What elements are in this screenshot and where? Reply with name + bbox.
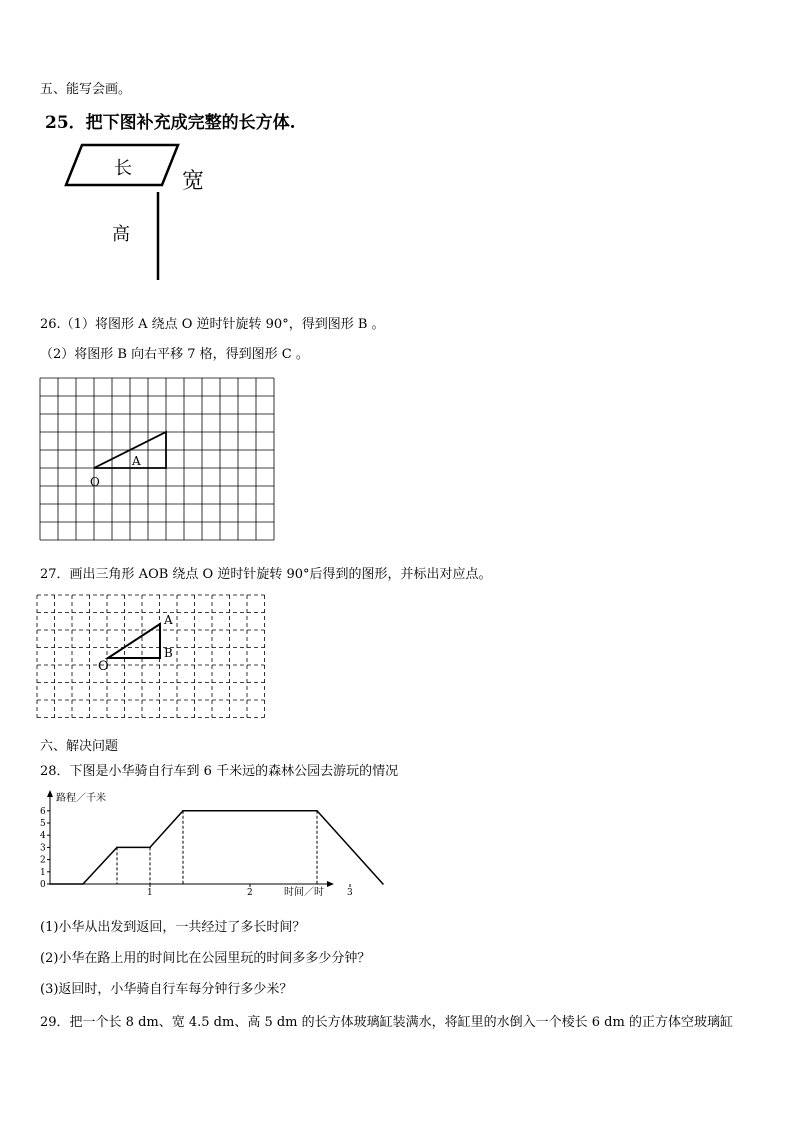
question-29-text: 29．把一个长 8 dm、宽 4.5 dm、高 5 dm 的长方体玻璃缸装满水，将缸里的水倒入一个棱长 6 dm 的正方体空玻璃缸 — [40, 1015, 733, 1030]
data-point — [182, 810, 184, 812]
x-axis-arrow — [327, 881, 334, 887]
label-width: 宽 — [182, 169, 205, 194]
data-point — [82, 883, 84, 885]
y-tick-label: 4 — [40, 831, 46, 842]
y-tick-label: 5 — [40, 819, 46, 829]
question-26-line1: 26.（1）将图形 A 绕点 O 逆时针旋转 90°，得到图形 B 。 — [40, 317, 385, 332]
question-28-text: 28．下图是小华骑自行车到 6 千米远的森林公园去游玩的情况 — [40, 764, 399, 779]
data-point — [49, 883, 51, 885]
question-28-sub1: (1)小华从出发到返回，一共经过了多长时间？ — [40, 920, 306, 935]
section-heading-6: 六、解决问题 — [40, 739, 119, 754]
question-28-sub3: (3)返回时，小华骑自行车每分钟行多少米？ — [40, 982, 293, 997]
data-point — [382, 883, 384, 885]
label-point-a: A — [164, 613, 173, 627]
distance-line — [50, 811, 383, 884]
label-length: 长 — [114, 158, 132, 179]
y-tick-label: 3 — [40, 843, 46, 854]
triangle-aob — [108, 624, 160, 658]
y-ticks — [40, 807, 50, 890]
x-axis-label: 时间／时 — [284, 887, 324, 898]
q27-grid — [36, 594, 271, 724]
y-tick-label: 1 — [40, 867, 46, 878]
question-27-text: 27．画出三角形 AOB 绕点 O 逆时针旋转 90°后得到的图形，并标出对应点。 — [40, 567, 492, 582]
data-point — [116, 847, 118, 849]
y-tick-label: 6 — [40, 806, 46, 817]
y-tick-label: 0 — [40, 880, 46, 890]
data-point — [149, 847, 151, 849]
label-o: O — [90, 475, 100, 489]
question-25-text: 25．把下图补充成完整的长方体. — [45, 113, 296, 133]
data-point — [316, 810, 318, 812]
label-point-o: O — [98, 659, 109, 674]
data-points — [49, 810, 384, 885]
y-axis-arrow — [47, 790, 53, 797]
q26-grid — [38, 377, 278, 542]
x-tick-label: 2 — [247, 888, 253, 898]
label-height: 高 — [112, 224, 130, 245]
dashed-grid-lines — [37, 595, 265, 718]
y-tick-label: 2 — [40, 855, 46, 866]
question-26-line2: （2）将图形 B 向右平移 7 格，得到图形 C 。 — [40, 347, 309, 362]
grid-lines — [40, 378, 274, 540]
x-tick-label: 1 — [147, 888, 153, 898]
label-point-b: B — [164, 646, 173, 660]
label-a: A — [132, 454, 141, 468]
q25-cuboid-figure — [66, 140, 216, 285]
q28-chart — [36, 788, 353, 900]
question-28-sub2: (2)小华在路上用的时间比在公园里玩的时间多多少分钟？ — [40, 951, 371, 966]
section-heading-5: 五、能写会画。 — [40, 82, 132, 97]
x-tick-label: 3 — [347, 888, 353, 898]
y-axis-label: 路程／千米 — [56, 793, 106, 804]
